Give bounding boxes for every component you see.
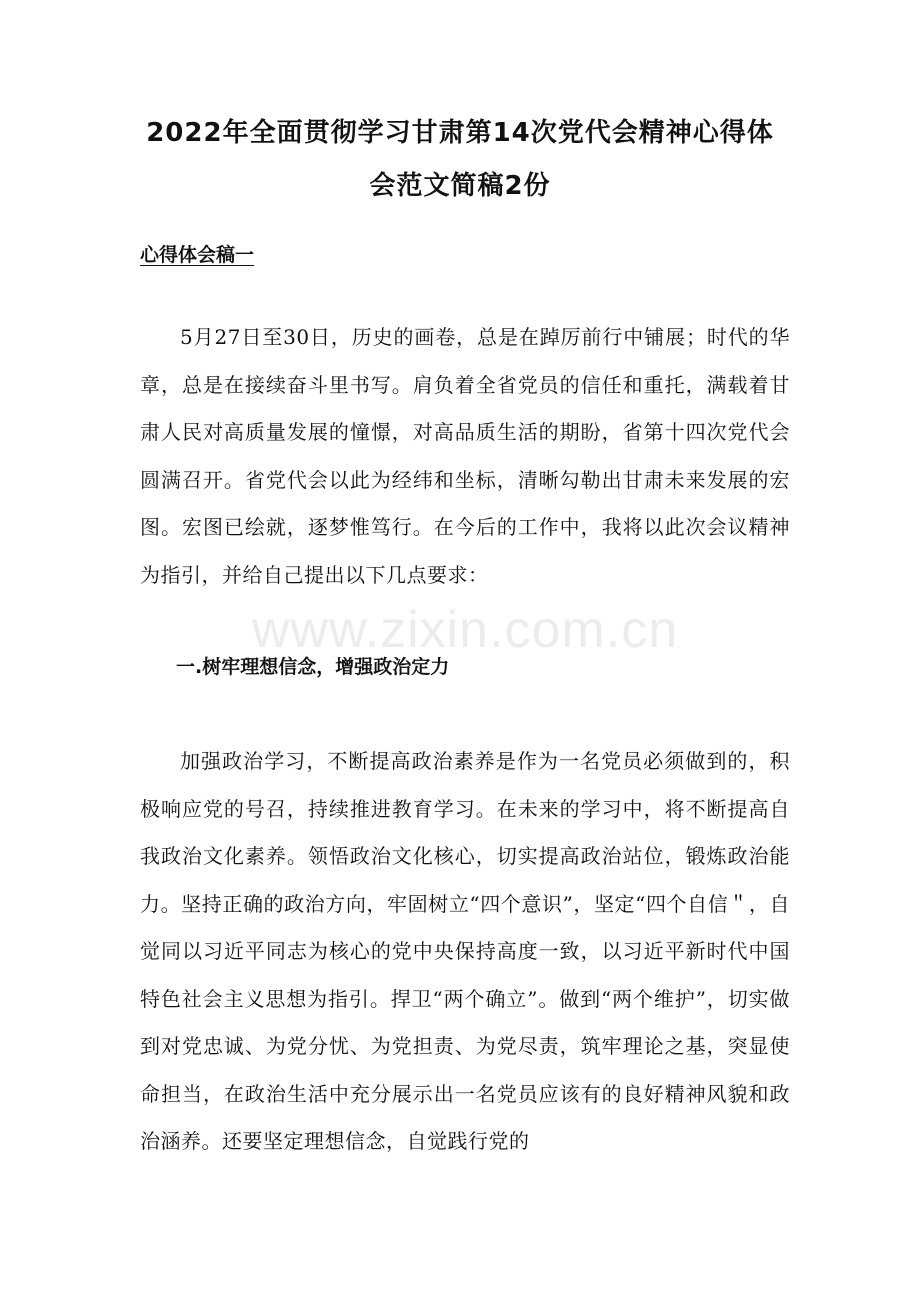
watermark: www.zixin.com.cn (251, 601, 679, 659)
sub-heading-1: 一.树牢理想信念，增强政治定力 (176, 656, 450, 678)
document-title-line-2: 会范文简稿2份 (369, 171, 551, 201)
document-title-line-1: 2022年全面贯彻学习甘肃第14次党代会精神心得体 (146, 118, 774, 148)
section-heading: 心得体会稿一 (140, 244, 255, 266)
paragraph-2: 加强政治学习，不断提高政治素养是作为一名党员必须做到的，积极响应党的号召，持续推进教育学习。在未来的学习中，将不断提高自我政治文化素养。领悟政治文化核心，切实提高政治站位，锻炼政治能力。坚持正确的政治方向，牢固树立“四个意识”，坚定“四个自信＂，自觉同以习近平同志为核心的党中央保持高度一致，以习近平新时代中国特色社会主义思想为指引。捍卫“两个确立”。做到“两个维护”，切实做到对党忠诚、为党分忧、为党担责、为党尽责，筑牢理论之基，突显使命担当，在政治生活中充分展示出一名党员应该有的良好精神风貌和政治涵养。还要坚定理想信念，自觉践行党的 (140, 749, 790, 1153)
paragraph-intro: 5月27日至30日，历史的画卷，总是在踔厉前行中铺展；时代的华章，总是在接续奋斗里书写。肩负着全省党员的信任和重托，满载着甘肃人民对高质量发展的憧憬，对高品质生活的期盼，省第十四次党代会圆满召开。省党代会以此为经纬和坐标，清晰勾勒出甘肃未来发展的宏图。宏图已绘就，逐梦惟笃行。在今后的工作中，我将以此次会议精神为指引，并给自己提出以下几点要求： (140, 325, 790, 587)
